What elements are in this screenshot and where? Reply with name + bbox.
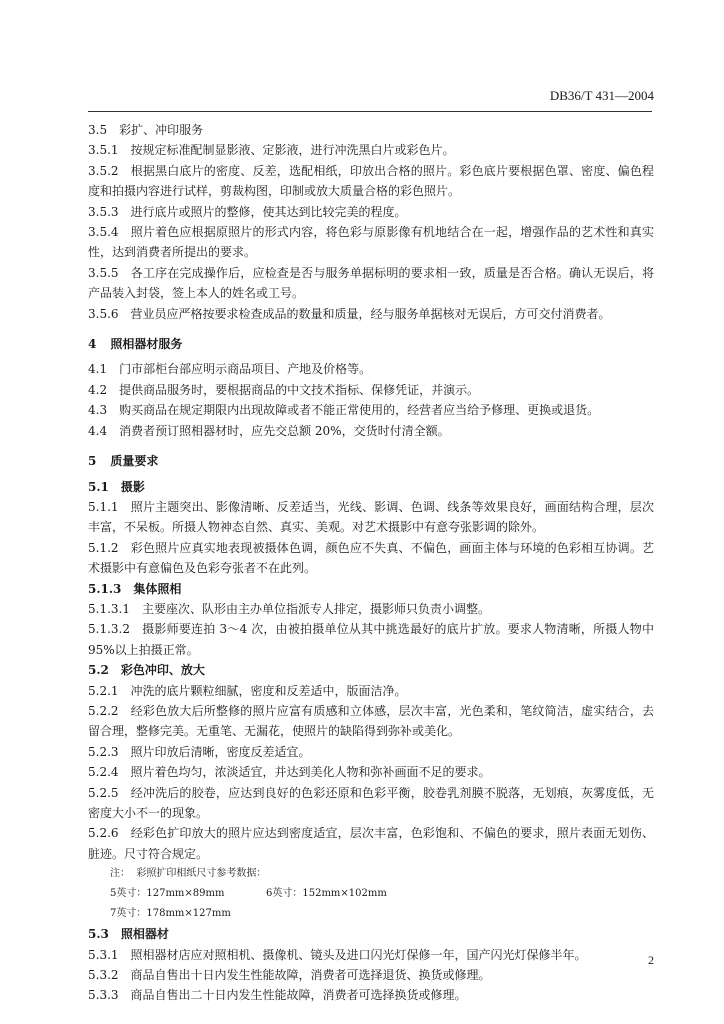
document-code: DB36/T 431—2004 <box>549 88 654 103</box>
section-text: 提供商品服务时，要根据商品的中文技术指标、保修凭证，并演示。 <box>119 382 480 397</box>
note-title-line <box>88 864 654 884</box>
section-4-3 <box>88 400 654 420</box>
section-5 <box>88 451 654 471</box>
header-divider <box>88 111 652 112</box>
section-number: 4.1 <box>88 362 108 377</box>
note-block <box>88 864 654 924</box>
section-number: 5.3 <box>88 927 109 942</box>
section-number: 3.5.1 <box>88 143 119 158</box>
section-5-1-2 <box>88 538 654 579</box>
section-number: 5 <box>88 454 97 469</box>
section-5-1-3 <box>88 579 654 599</box>
note-size-6in: 6英寸：152mm×102mm <box>266 888 387 900</box>
section-5-2-1 <box>88 681 654 701</box>
section-number: 3.5.5 <box>88 265 119 280</box>
section-text: 根据黑白底片的密度、反差，选配相纸，印放出合格的照片。彩色底片要根据色罩、密度、偏色程度和拍摄内容进行试样，剪裁构图，印制或放大质量合格的彩色照片。 <box>88 163 654 199</box>
note-sizes-line-1 <box>88 884 654 904</box>
section-text: 彩色冲印、放大 <box>120 663 205 678</box>
section-text: 照相器材 <box>120 927 169 942</box>
section-number: 4 <box>88 337 97 352</box>
section-5-3 <box>88 924 654 944</box>
section-number: 5.2 <box>88 663 109 678</box>
section-text: 质量要求 <box>110 454 159 469</box>
note-size-5in: 5英寸：127mm×89mm <box>110 888 225 900</box>
section-4 <box>88 334 654 354</box>
section-number: 5.2.3 <box>88 744 119 759</box>
section-text: 商品自售出十日内发生性能故障，消费者可选择退货、换货或修理。 <box>130 968 491 983</box>
section-5-2-2 <box>88 701 654 742</box>
section-number: 5.3.1 <box>88 947 119 962</box>
section-3-5 <box>88 120 654 140</box>
section-text: 照片着色应根据原照片的形式内容，将色彩与原影像有机地结合在一起，增强作品的艺术性和真实性，达到消费者所提出的要求。 <box>88 225 654 260</box>
section-number: 4.2 <box>88 382 108 397</box>
section-5-2 <box>88 660 654 680</box>
section-3-5-1 <box>88 140 654 160</box>
section-text: 门市部柜台部应明示商品项目、产地及价格等。 <box>119 362 372 377</box>
section-text: 照片着色均匀，浓淡适宜，并达到美化人物和弥补画面不足的要求。 <box>130 765 491 780</box>
section-number: 5.1.2 <box>88 540 119 555</box>
section-number: 5.2.2 <box>88 703 119 718</box>
section-text: 照相器材服务 <box>110 337 183 352</box>
page-number: 2 <box>648 953 654 967</box>
section-text: 经彩色扩印放大的照片应达到密度适宜，层次丰富，色彩饱和、不偏色的要求，照片表面无划伤、脏迹。尺寸符合规定。 <box>88 826 654 861</box>
document-body <box>88 120 654 1006</box>
section-number: 4.4 <box>88 423 108 438</box>
section-4-2 <box>88 380 654 400</box>
note-label: 注： <box>110 868 130 880</box>
section-number: 5.2.1 <box>88 683 119 698</box>
section-text: 进行底片或照片的整修，使其达到比较完美的程度。 <box>130 204 407 219</box>
section-3-5-2 <box>88 161 654 202</box>
section-number: 5.3.2 <box>88 968 119 983</box>
section-number: 4.3 <box>88 403 108 418</box>
section-text: 各工序在完成操作后，应检查是否与服务单据标明的要求相一致，质量是否合格。确认无误后，将产品装入封袋，签上本人的姓名或工号。 <box>88 265 654 301</box>
section-number: 5.2.6 <box>88 826 119 841</box>
section-5-1-3-2 <box>88 619 654 660</box>
section-5-2-4 <box>88 762 654 782</box>
section-5-1-1 <box>88 497 654 538</box>
section-number: 5.3.3 <box>88 988 119 1003</box>
section-text: 摄影师要连拍 3～4 次，由被拍摄单位从其中挑选最好的底片扩放。要求人物清晰，所摄人物中 95%以上拍摄正常。 <box>88 622 654 657</box>
section-5-1 <box>88 477 654 497</box>
section-text: 主要座次、队形由主办单位指派专人排定，摄影师只负责小调整。 <box>141 601 490 616</box>
section-text: 按规定标准配制显影液、定影液，进行冲洗黑白片或彩色片。 <box>130 143 455 158</box>
section-text: 彩色照片应真实地表现被摄体色调，颜色应不失真、不偏色，画面主体与环境的色彩相互协调。艺术摄影中有意偏色及色彩夸张者不在此列。 <box>88 540 654 576</box>
note-size-7in: 7英寸：178mm×127mm <box>110 908 231 920</box>
section-number: 5.1 <box>88 479 109 494</box>
sections-before-note <box>88 120 654 864</box>
section-number: 5.2.5 <box>88 785 119 800</box>
section-5-2-3 <box>88 742 654 762</box>
section-3-5-6 <box>88 304 654 324</box>
section-text: 摄影 <box>120 479 145 494</box>
section-text: 照片印放后清晰，密度反差适宜。 <box>130 744 311 759</box>
note-sizes-line-2 <box>88 904 654 924</box>
section-3-5-3 <box>88 202 654 222</box>
section-number: 5.2.4 <box>88 765 119 780</box>
section-text: 商品自售出二十日内发生性能故障，消费者可选择换货或修理。 <box>130 988 467 1003</box>
section-number: 3.5 <box>88 123 108 137</box>
section-5-3-2 <box>88 965 654 985</box>
section-5-3-3 <box>88 985 654 1005</box>
section-5-1-3-1 <box>88 599 654 619</box>
section-4-1 <box>88 359 654 379</box>
section-text: 冲洗的底片颗粒细腻，密度和反差适中，版面洁净。 <box>130 683 407 698</box>
section-number: 3.5.4 <box>88 225 119 240</box>
section-number: 5.1.3 <box>88 581 122 596</box>
section-number: 5.1.3.1 <box>88 601 130 616</box>
section-text: 照相器材店应对照相机、摄像机、镜头及进口闪光灯保修一年，国产闪光灯保修半年。 <box>130 947 587 962</box>
section-text: 购买商品在规定期限内出现故障或者不能正常使用的，经营者应当给予修理、更换或退货。 <box>119 403 600 418</box>
section-5-2-6 <box>88 823 654 864</box>
section-3-5-4 <box>88 222 654 263</box>
section-text: 照片主题突出、影像清晰、反差适当，光线、影调、色调、线条等效果良好，画面结构合理，层次丰富，不呆板。所摄人物神态自然、真实、美观。对艺术摄影中有意夸张影调的除外。 <box>88 499 654 535</box>
section-number: 5.1.3.2 <box>88 622 130 637</box>
note-title: 彩照扩印相纸尺寸参考数据： <box>136 868 267 880</box>
section-text: 彩扩、冲印服务 <box>119 123 204 137</box>
sections-after-note <box>88 924 654 1006</box>
section-text: 营业员应严格按要求检查成品的数量和质量，经与服务单据核对无误后，方可交付消费者。 <box>130 306 611 321</box>
section-5-3-1 <box>88 945 654 965</box>
section-number: 3.5.3 <box>88 204 119 219</box>
section-number: 3.5.2 <box>88 163 119 178</box>
section-text: 消费者预订照相器材时，应先交总额 20%，交货时付清全额。 <box>119 423 450 438</box>
section-number: 3.5.6 <box>88 306 119 321</box>
section-text: 经冲洗后的胶卷，应达到良好的色彩还原和色彩平衡，胶卷乳剂膜不脱落，无划痕，灰雾度低，无密度大小不一的现象。 <box>88 785 654 820</box>
section-text: 经彩色放大后所整修的照片应富有质感和立体感，层次丰富，光色柔和，笔纹简洁，虚实结合，去留合理，整修完美。无重笔、无漏花，使照片的缺陷得到弥补或美化。 <box>88 703 654 739</box>
section-number: 5.1.1 <box>88 499 119 514</box>
section-text: 集体照相 <box>133 581 182 596</box>
section-4-4 <box>88 421 654 441</box>
section-5-2-5 <box>88 783 654 824</box>
section-3-5-5 <box>88 263 654 304</box>
